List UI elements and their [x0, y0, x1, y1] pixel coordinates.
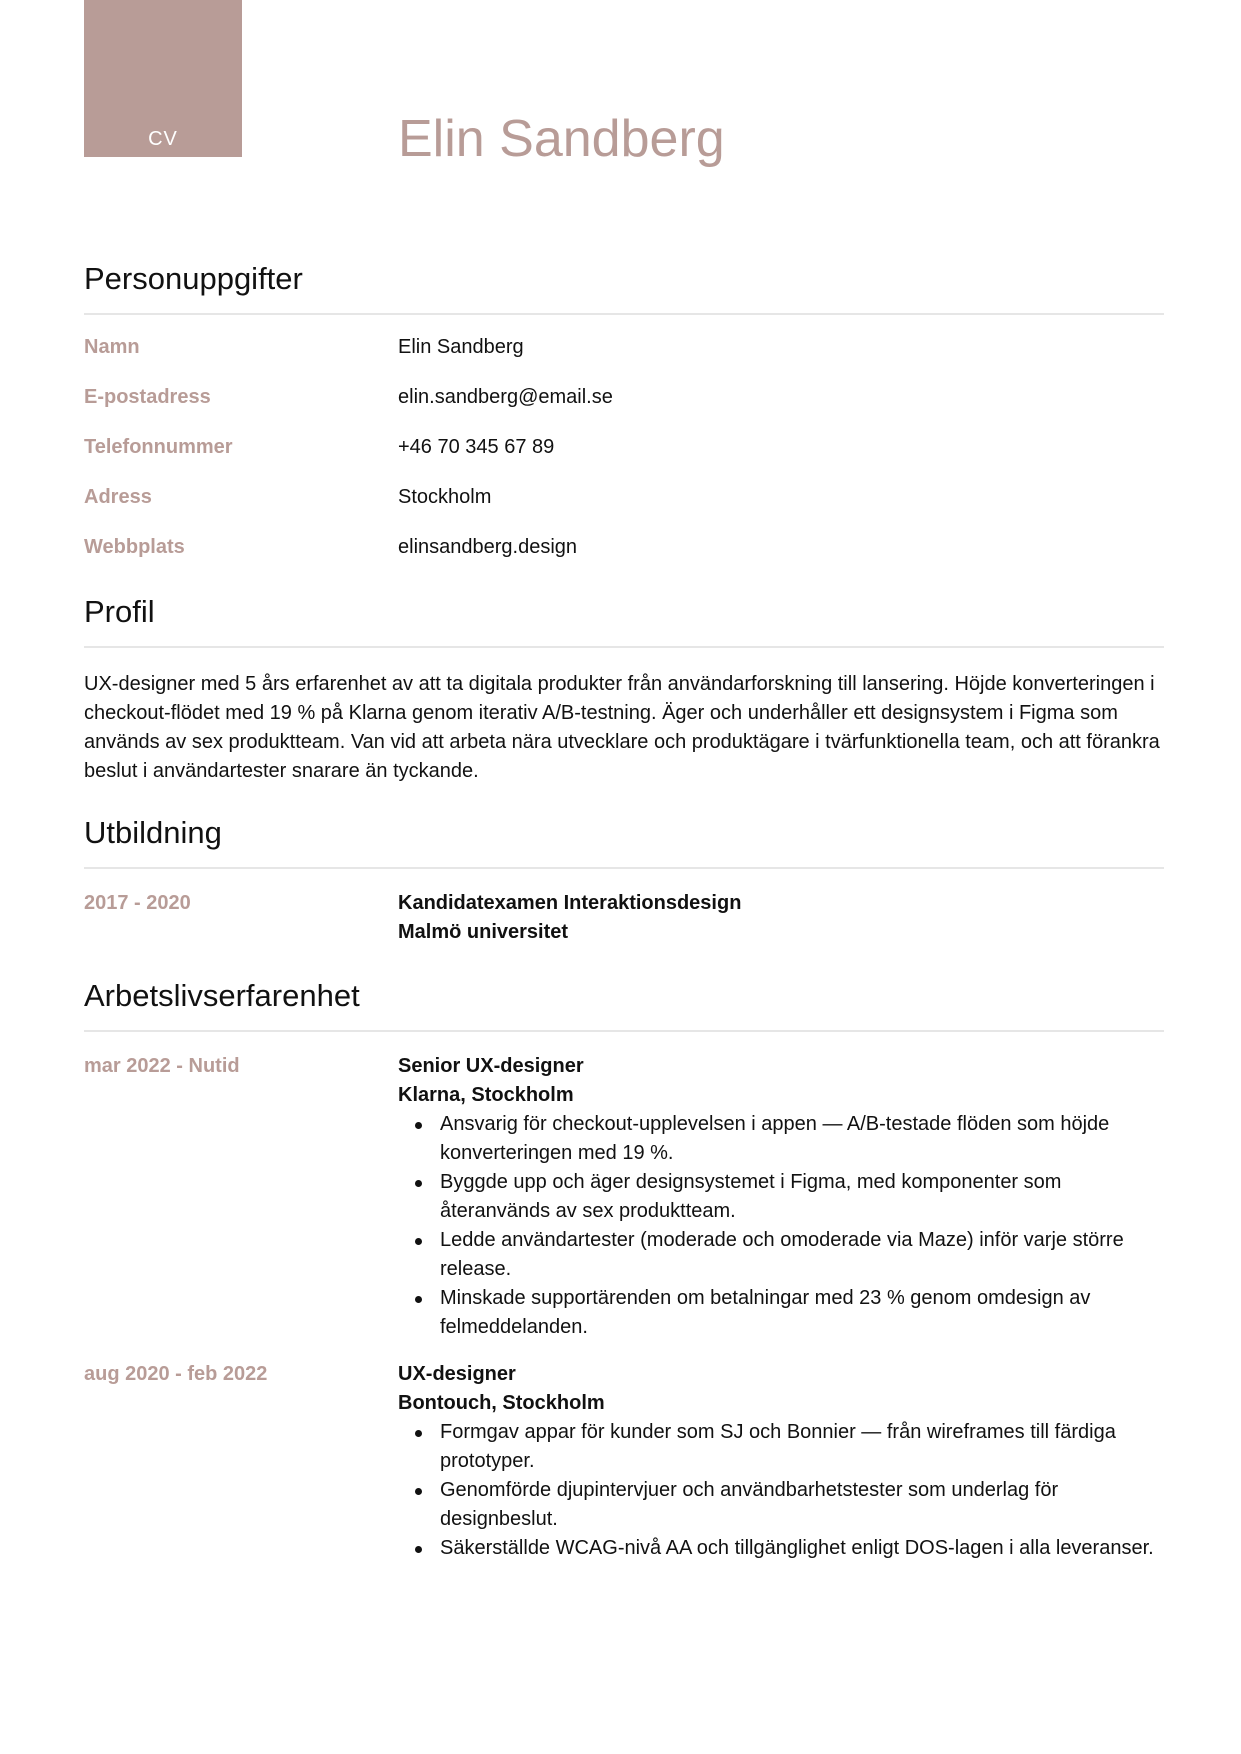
job-bullets	[398, 1110, 1164, 1342]
job-bullet: Genomförde djupintervjuer och användbarhetstester som underlag för designbeslut.	[440, 1476, 1164, 1534]
info-value: elin.sandberg@email.se	[398, 386, 613, 408]
info-label: Webbplats	[84, 536, 185, 558]
job-title: Senior UX-designer	[398, 1055, 584, 1077]
info-value: Stockholm	[398, 486, 492, 508]
education-school: Malmö universitet	[398, 921, 569, 943]
cv-badge-label: CV	[148, 128, 178, 150]
job-bullet: Byggde upp och äger designsystemet i Figma, med komponenter som återanvänds av sex produktteam.	[440, 1168, 1164, 1226]
job-bullet: Ledde användartester (moderade och omoderade via Maze) inför varje större release.	[440, 1226, 1164, 1284]
section-heading-profile: Profil	[84, 592, 1164, 648]
info-value: elinsandberg.design	[398, 536, 578, 558]
education-degree: Kandidatexamen Interaktionsdesign	[398, 892, 742, 914]
info-label: Telefonnummer	[84, 436, 233, 458]
job-bullet: Minskade supportärenden om betalningar med 23 % genom omdesign av felmeddelanden.	[440, 1284, 1164, 1342]
job-entry	[84, 1360, 1164, 1563]
job-employer: Klarna, Stockholm	[398, 1084, 574, 1106]
info-label: Namn	[84, 336, 140, 358]
section-heading-personal: Personuppgifter	[84, 259, 1164, 315]
section-heading-experience: Arbetslivserfarenhet	[84, 976, 1164, 1032]
info-value: +46 70 345 67 89	[398, 436, 555, 458]
education-period: 2017 - 2020	[84, 892, 191, 914]
cv-badge	[84, 0, 242, 157]
section-heading-education: Utbildning	[84, 813, 1164, 869]
job-bullet: Säkerställde WCAG-nivå AA och tillgänglighet enligt DOS-lagen i alla leveranser.	[440, 1534, 1164, 1563]
education-entry	[84, 889, 1164, 947]
experience-section	[84, 976, 1164, 1563]
job-period: mar 2022 - Nutid	[84, 1055, 240, 1077]
info-row-address	[84, 483, 1164, 533]
job-entry	[84, 1052, 1164, 1342]
info-row-name	[84, 333, 1164, 383]
profile-text: UX-designer med 5 års erfarenhet av att ta digitala produkter från användarforskning till lansering. Höjde konverteringen i checkout-flödet med 19 % på Klarna genom iterativ A/B-testning. Äger och underhåller ett designsystem i Figma som används av sex produktteam. Van vid att arbeta nära utvecklare och produktägare i tvärfunktionella team, och att förankra beslut i användartester snarare än tyckande.	[84, 673, 1160, 782]
job-bullet: Formgav appar för kunder som SJ och Bonnier — från wireframes till färdiga prototyper.	[440, 1418, 1164, 1476]
job-employer: Bontouch, Stockholm	[398, 1392, 605, 1414]
info-row-email	[84, 383, 1164, 433]
info-value: Elin Sandberg	[398, 336, 524, 358]
page-title: Elin Sandberg	[398, 110, 725, 168]
job-period: aug 2020 - feb 2022	[84, 1363, 268, 1385]
job-title: UX-designer	[398, 1363, 516, 1385]
info-row-website	[84, 533, 1164, 583]
profile-section	[84, 592, 1164, 786]
education-section	[84, 813, 1164, 947]
job-bullet: Ansvarig för checkout-upplevelsen i appen — A/B-testade flöden som höjde konverteringen med 19 %.	[440, 1110, 1164, 1168]
info-label: Adress	[84, 486, 152, 508]
personal-section	[84, 259, 1164, 583]
info-row-phone	[84, 433, 1164, 483]
job-bullets	[398, 1418, 1164, 1563]
info-label: E-postadress	[84, 386, 211, 408]
